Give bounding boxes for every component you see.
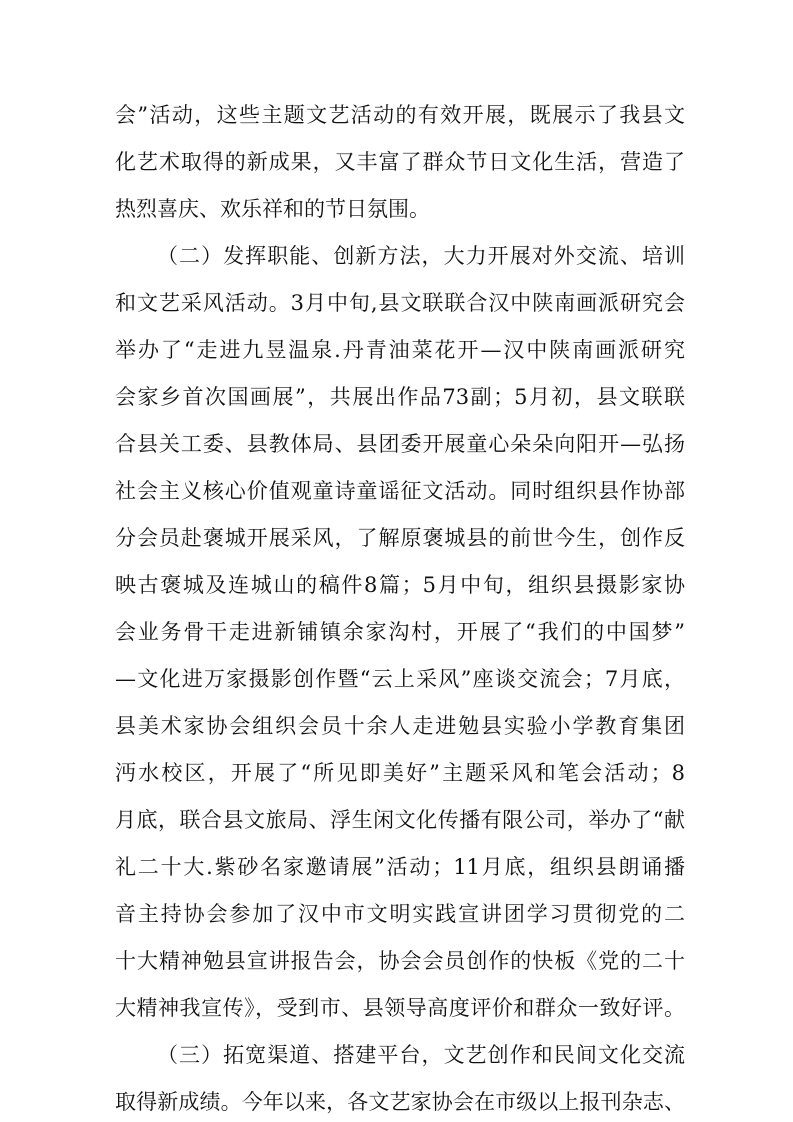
text-line-8: 合县关工委、县教体局、县团委开展童心朵朵向阳开—弘扬 [115, 432, 685, 456]
paragraph-heading-2: （二）发挥职能、创新方法，大力开展对外交流、培训 [157, 244, 685, 268]
text-line-12: 会业务骨干走进新铺镇余家沟村，开展了“我们的中国梦” [115, 620, 685, 644]
text-line-14: 县美术家协会组织会员十余人走进勉县实验小学教育集团 [115, 714, 685, 738]
text-line-2: 化艺术取得的新成果，又丰富了群众节日文化生活，营造了 [115, 150, 685, 174]
paragraph-heading-3: （三）拓宽渠道、搭建平台，文艺创作和民间文化交流 [157, 1043, 685, 1067]
text-line-5: 和文艺采风活动。3月中旬,县文联联合汉中陕南画派研究会 [115, 291, 685, 315]
text-line-22: 取得新成绩。今年以来，各文艺家协会在市级以上报刊杂志、 [115, 1090, 685, 1114]
text-line-16: 月底，联合县文旅局、浮生闲文化传播有限公司，举办了“献 [115, 808, 685, 832]
text-line-6: 举办了“走进九昱温泉.丹青油菜花开—汉中陕南画派研究 [115, 338, 685, 362]
text-line-7: 会家乡首次国画展”，共展出作品73副；5月初，县文联联 [115, 385, 685, 409]
text-line-1: 会”活动，这些主题文艺活动的有效开展，既展示了我县文 [115, 103, 685, 127]
text-line-19: 十大精神勉县宣讲报告会，协会会员创作的快板《党的二十 [115, 949, 685, 973]
text-line-17: 礼二十大.紫砂名家邀请展”活动；11月底，组织县朗诵播 [115, 855, 685, 879]
text-line-13: —文化进万家摄影创作暨“云上采风”座谈交流会；7月底， [115, 667, 685, 691]
text-line-18: 音主持协会参加了汉中市文明实践宣讲团学习贯彻党的二 [115, 902, 685, 926]
text-line-10: 分会员赴褒城开展采风，了解原褒城县的前世今生，创作反 [115, 526, 685, 550]
text-line-15: 沔水校区，开展了“所见即美好”主题采风和笔会活动；8 [115, 761, 685, 785]
text-line-3: 热烈喜庆、欢乐祥和的节日氛围。 [115, 197, 430, 221]
text-line-11: 映古褒城及连城山的稿件8篇；5月中旬，组织县摄影家协 [115, 573, 685, 597]
text-line-20: 大精神我宣传》，受到市、县领导高度评价和群众一致好评。 [115, 996, 685, 1020]
text-line-9: 社会主义核心价值观童诗童谣征文活动。同时组织县作协部 [115, 479, 685, 503]
